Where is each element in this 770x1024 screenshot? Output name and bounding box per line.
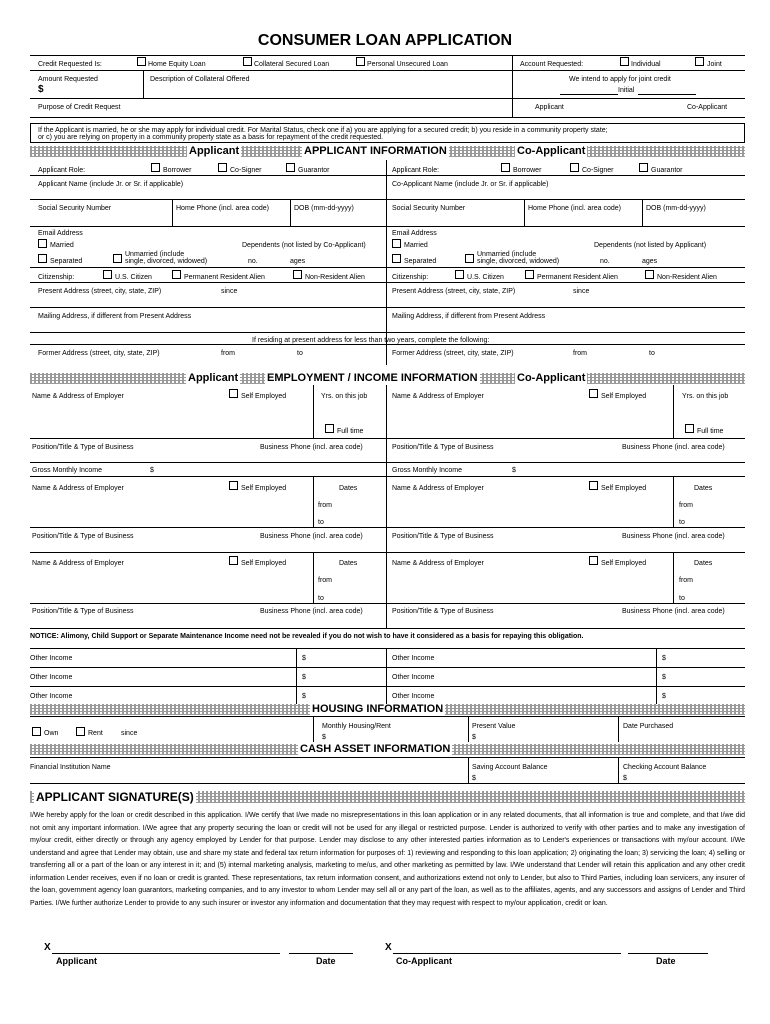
- business-phone-label: Business Phone (incl. area code): [260, 444, 363, 451]
- co-gross-monthly-label: Gross Monthly Income: [392, 467, 463, 474]
- divider: [30, 757, 745, 758]
- page-title: CONSUMER LOAN APPLICATION: [257, 32, 513, 49]
- co-self-employed-3-label: Self Employed: [601, 560, 647, 567]
- co-business-phone-3-label: Business Phone (incl. area code): [622, 608, 725, 615]
- permanent-resident-checkbox[interactable]: [172, 270, 181, 279]
- personal-unsecured-label: Personal Unsecured Loan: [367, 61, 448, 68]
- co-dates-2-label: Dates: [694, 485, 713, 492]
- amount-dollar: $: [38, 84, 44, 95]
- own-label: Own: [44, 730, 59, 737]
- co-home-phone-label: Home Phone (incl. area code): [528, 205, 621, 212]
- other-income-2-dollar: $: [302, 674, 306, 681]
- joint-checkbox[interactable]: [695, 57, 704, 66]
- date-purchased-label: Date Purchased: [623, 723, 674, 730]
- band-co-applicant: Co-Applicant: [517, 145, 586, 157]
- employer-label: Name & Address of Employer: [32, 393, 124, 400]
- position-2-label: Position/Title & Type of Business: [32, 533, 134, 540]
- divider: [30, 267, 745, 268]
- band-applicant: Applicant: [189, 145, 240, 157]
- amount-requested-label: Amount Requested: [38, 76, 98, 83]
- divider: [30, 552, 745, 553]
- co-former-address-to: to: [649, 350, 655, 357]
- divider: [30, 686, 745, 687]
- divider: [296, 648, 297, 704]
- co-signer-checkbox[interactable]: [218, 163, 227, 172]
- co-co-signer-label: Co-Signer: [582, 167, 614, 174]
- other-income-2-label: Other Income: [30, 674, 73, 681]
- housing-since: since: [121, 730, 138, 737]
- joint-label: Joint: [707, 61, 722, 68]
- full-time-checkbox[interactable]: [325, 424, 334, 433]
- co-self-employed-label: Self Employed: [601, 393, 647, 400]
- applicant-signature-x: X: [44, 942, 51, 953]
- co-unmarried-label-1: Unmarried (include: [477, 251, 537, 258]
- position-3-label: Position/Title & Type of Business: [32, 608, 134, 615]
- co-business-phone-label: Business Phone (incl. area code): [622, 444, 725, 451]
- dates-3-to: to: [318, 595, 324, 602]
- financial-institution-label: Financial Institution Name: [30, 764, 111, 771]
- divider: [468, 757, 469, 783]
- co-dates-2-to: to: [679, 519, 685, 526]
- co-other-income-3-label: Other Income: [392, 693, 435, 700]
- co-employer-3-label: Name & Address of Employer: [392, 560, 484, 567]
- co-present-address-since: since: [573, 288, 590, 295]
- present-address-label: Present Address (street, city, state, ZIP): [38, 288, 162, 295]
- column-divider: [386, 160, 387, 365]
- co-applicant-signature-line[interactable]: [393, 953, 621, 954]
- business-phone-3-label: Business Phone (incl. area code): [260, 608, 363, 615]
- guarantor-checkbox[interactable]: [286, 163, 295, 172]
- gross-monthly-label: Gross Monthly Income: [32, 467, 103, 474]
- borrower-label: Borrower: [163, 167, 192, 174]
- band-applicant-information: APPLICANT INFORMATION: [304, 145, 447, 157]
- collateral-secured-checkbox[interactable]: [243, 57, 252, 66]
- co-permanent-resident-label: Permanent Resident Alien: [537, 274, 618, 281]
- divider: [143, 70, 144, 98]
- divider: [30, 117, 745, 118]
- co-email-label: Email Address: [392, 230, 437, 237]
- initial-label: Initial: [618, 87, 635, 94]
- collateral-description-label: Description of Collateral Offered: [150, 76, 250, 83]
- position-label: Position/Title & Type of Business: [32, 444, 134, 451]
- non-resident-label: Non-Resident Alien: [305, 274, 365, 281]
- co-employer-2-label: Name & Address of Employer: [392, 485, 484, 492]
- rent-checkbox[interactable]: [76, 727, 85, 736]
- divider: [30, 175, 745, 176]
- column-divider: [386, 648, 387, 704]
- purpose-label: Purpose of Credit Request: [38, 104, 121, 111]
- former-address-label: Former Address (street, city, state, ZIP): [38, 350, 160, 357]
- self-employed-3-label: Self Employed: [241, 560, 287, 567]
- divider: [30, 438, 745, 439]
- co-other-income-2-dollar: $: [662, 674, 666, 681]
- co-full-time-label: Full time: [697, 428, 724, 435]
- divider: [30, 307, 745, 308]
- co-former-address-label: Former Address (street, city, state, ZIP): [392, 350, 514, 357]
- divider: [30, 226, 745, 227]
- self-employed-label: Self Employed: [241, 393, 287, 400]
- divider: [30, 55, 745, 56]
- present-value-dollar: $: [472, 734, 476, 741]
- co-dates-3-to: to: [679, 595, 685, 602]
- other-income-3-dollar: $: [302, 693, 306, 700]
- self-employed-3-checkbox[interactable]: [229, 556, 238, 565]
- co-applicant-role-label: Applicant Role:: [392, 167, 440, 174]
- divider: [30, 332, 745, 333]
- co-mailing-address-label: Mailing Address, if different from Present Address: [392, 313, 546, 320]
- co-non-resident-checkbox[interactable]: [645, 270, 654, 279]
- co-married-checkbox[interactable]: [392, 239, 401, 248]
- checking-balance-dollar: $: [623, 775, 627, 782]
- divider: [618, 757, 619, 783]
- co-yrs-on-job-label: Yrs. on this job: [682, 393, 729, 400]
- divider: [673, 385, 674, 438]
- co-dependents-ages: ages: [642, 258, 658, 265]
- home-phone-label: Home Phone (incl. area code): [176, 205, 269, 212]
- us-citizen-label: U.S. Citizen: [115, 274, 152, 281]
- band-applicant: Applicant: [188, 372, 239, 384]
- employer-2-label: Name & Address of Employer: [32, 485, 124, 492]
- co-signer-label: Co-Signer: [230, 167, 262, 174]
- co-other-income-1-label: Other Income: [392, 655, 435, 662]
- co-applicant-name-label: Co-Applicant Name (include Jr. or Sr. if applicable): [392, 181, 549, 188]
- checking-balance-label: Checking Account Balance: [623, 764, 707, 771]
- co-dob-label: DOB (mm-dd-yyyy): [646, 205, 706, 212]
- dates-3-label: Dates: [339, 560, 358, 567]
- co-present-address-label: Present Address (street, city, state, ZIP): [392, 288, 516, 295]
- co-co-signer-checkbox[interactable]: [570, 163, 579, 172]
- column-divider: [386, 385, 387, 628]
- divider: [172, 199, 173, 226]
- co-separated-checkbox[interactable]: [392, 254, 401, 263]
- business-phone-2-label: Business Phone (incl. area code): [260, 533, 363, 540]
- dates-2-from: from: [318, 502, 332, 509]
- dates-2-label: Dates: [339, 485, 358, 492]
- applicant-signature-label: Applicant: [56, 956, 98, 966]
- divider: [313, 385, 314, 438]
- band-cash-asset-information: CASH ASSET INFORMATION: [300, 743, 451, 755]
- alimony-notice: NOTICE: Alimony, Child Support or Separate Maintenance Income need not be revealed if you do not wish to have it considered as a basis for repaying this obligation.: [30, 633, 584, 640]
- co-applicant-date-line[interactable]: [628, 953, 708, 954]
- co-position-3-label: Position/Title & Type of Business: [392, 608, 494, 615]
- divider: [30, 527, 745, 528]
- ssn-label: Social Security Number: [38, 205, 112, 212]
- account-requested-label: Account Requested:: [520, 61, 584, 68]
- us-citizen-checkbox[interactable]: [103, 270, 112, 279]
- dependents-ages: ages: [290, 258, 306, 265]
- credit-requested-label: Credit Requested Is:: [38, 61, 102, 68]
- individual-label: Individual: [631, 61, 661, 68]
- co-other-income-3-dollar: $: [662, 693, 666, 700]
- joint-credit-intent: We intend to apply for joint credit: [569, 76, 671, 83]
- co-borrower-checkbox[interactable]: [501, 163, 510, 172]
- self-employed-checkbox[interactable]: [229, 389, 238, 398]
- divider: [313, 716, 314, 742]
- divider: [30, 783, 745, 784]
- applicant-signature-line[interactable]: [52, 953, 280, 954]
- band-co-applicant: Co-Applicant: [517, 372, 586, 384]
- full-time-label: Full time: [337, 428, 364, 435]
- co-separated-label: Separated: [404, 258, 437, 265]
- co-full-time-checkbox[interactable]: [685, 424, 694, 433]
- other-income-3-label: Other Income: [30, 693, 73, 700]
- divider: [30, 98, 745, 99]
- initial-line: [560, 94, 618, 95]
- co-guarantor-checkbox[interactable]: [639, 163, 648, 172]
- co-ssn-label: Social Security Number: [392, 205, 466, 212]
- dependents-label: Dependents (not listed by Co-Applicant): [242, 242, 366, 249]
- co-other-income-2-label: Other Income: [392, 674, 435, 681]
- dates-2-to: to: [318, 519, 324, 526]
- co-dates-2-from: from: [679, 502, 693, 509]
- home-equity-checkbox[interactable]: [137, 57, 146, 66]
- purpose-applicant: Applicant: [535, 104, 564, 111]
- other-income-1-dollar: $: [302, 655, 306, 662]
- band-applicant-signatures: APPLICANT SIGNATURE(S): [36, 790, 194, 804]
- unmarried-label-2: single, divorced, widowed): [125, 258, 208, 265]
- band-employment-information: EMPLOYMENT / INCOME INFORMATION: [267, 372, 478, 384]
- own-checkbox[interactable]: [32, 727, 41, 736]
- co-citizenship-label: Citizenship:: [392, 274, 429, 281]
- dependents-no: no.: [248, 258, 258, 265]
- personal-unsecured-checkbox[interactable]: [356, 57, 365, 66]
- divider: [30, 199, 745, 200]
- divider: [30, 628, 745, 629]
- non-resident-checkbox[interactable]: [293, 270, 302, 279]
- married-checkbox[interactable]: [38, 239, 47, 248]
- separated-label: Separated: [50, 258, 83, 265]
- divider: [618, 716, 619, 742]
- other-income-1-label: Other Income: [30, 655, 73, 662]
- co-dates-3-from: from: [679, 577, 693, 584]
- rent-label: Rent: [88, 730, 103, 737]
- divider: [642, 199, 643, 226]
- divider: [468, 716, 469, 742]
- divider: [30, 667, 745, 668]
- band-housing-information: HOUSING INFORMATION: [312, 703, 444, 715]
- co-former-address-from: from: [573, 350, 587, 357]
- unmarried-checkbox[interactable]: [113, 254, 122, 263]
- unmarried-label-1: Unmarried (include: [125, 251, 185, 258]
- individual-checkbox[interactable]: [620, 57, 629, 66]
- co-gross-monthly-dollar: $: [512, 467, 516, 474]
- email-label: Email Address: [38, 230, 83, 237]
- applicant-role-label: Applicant Role:: [38, 167, 86, 174]
- divider: [30, 462, 745, 463]
- former-address-from: from: [221, 350, 235, 357]
- co-borrower-label: Borrower: [513, 167, 542, 174]
- employer-3-label: Name & Address of Employer: [32, 560, 124, 567]
- saving-balance-label: Saving Account Balance: [472, 764, 548, 771]
- co-permanent-resident-checkbox[interactable]: [525, 270, 534, 279]
- co-non-resident-label: Non-Resident Alien: [657, 274, 717, 281]
- self-employed-2-checkbox[interactable]: [229, 481, 238, 490]
- divider: [30, 603, 745, 604]
- married-label: Married: [50, 242, 74, 249]
- collateral-secured-label: Collateral Secured Loan: [254, 61, 330, 68]
- self-employed-2-label: Self Employed: [241, 485, 287, 492]
- co-married-label: Married: [404, 242, 428, 249]
- applicant-date-label: Date: [316, 956, 336, 966]
- yrs-on-job-label: Yrs. on this job: [321, 393, 368, 400]
- divider: [30, 476, 745, 477]
- co-employer-label: Name & Address of Employer: [392, 393, 484, 400]
- co-self-employed-3-checkbox[interactable]: [589, 556, 598, 565]
- divider: [313, 552, 314, 603]
- citizenship-label: Citizenship:: [38, 274, 75, 281]
- initial-line: [638, 94, 696, 95]
- divider: [673, 552, 674, 603]
- monthly-housing-dollar: $: [322, 734, 326, 741]
- authorization-paragraph: I/We hereby apply for the loan or credit described in this application. I/We certify that I/we made no misrepresentations in this loan application or in any related documents, that all information is true and complete, and that I/we did not omit any important information. I/We agree that any property securing the loan or credit will not be used for any illegal or restricted purpose. Lender is authorized to verify with other parties and to make any investigation of my/our credit, either directly or through any agency employed by Lender for that purpose. Lender may disclose to any other interested parties information as to Lender's experiences or transactions with my/our account. I/We understand and agree that Lender may obtain, use and share my state and federal tax return information for purposes of: 1) reviewing and responding to this loan application; 2) originating the loan; 3) servicing the loan; 4) selling or transferring all or a part of the loan or any interest in it; and (5) internal marketing analysis, marketing to me/us, and other marketing as permitted by law. I/We understand that Lender will retain this application and any other credit information Lender receives, even if no loan or credit is granted. These representations, tax return information consent, and authorizations extend not only to Lender, but also to Third Parties, including loan servicers, any insurer of the loan, government agency loan guarantors, marketing companies, and to any investor to whom Lender may sell all or any part of the loan, as well as to the affiliates, agents, and any successors and assigns of Lender and Third Parties. I/We further authorize Lender to provide to any such insurer or investor any information and documentation that they may request with respect to my/our application, credit or loan.: [30, 812, 745, 907]
- co-applicant-signature-x: X: [385, 942, 392, 953]
- co-unmarried-checkbox[interactable]: [465, 254, 474, 263]
- co-position-label: Position/Title & Type of Business: [392, 444, 494, 451]
- monthly-housing-label: Monthly Housing/Rent: [322, 723, 391, 730]
- applicant-name-label: Applicant Name (include Jr. or Sr. if applicable): [38, 181, 184, 188]
- saving-balance-dollar: $: [472, 775, 476, 782]
- co-other-income-1-dollar: $: [662, 655, 666, 662]
- divider: [313, 476, 314, 527]
- co-dependents-label: Dependents (not listed by Applicant): [594, 242, 707, 249]
- co-dates-3-label: Dates: [694, 560, 713, 567]
- guarantor-label: Guarantor: [298, 167, 330, 174]
- divider: [524, 199, 525, 226]
- co-dependents-no: no.: [600, 258, 610, 265]
- co-self-employed-2-label: Self Employed: [601, 485, 647, 492]
- divider: [30, 648, 745, 649]
- mailing-address-label: Mailing Address, if different from Present Address: [38, 313, 192, 320]
- co-us-citizen-label: U.S. Citizen: [467, 274, 504, 281]
- co-guarantor-label: Guarantor: [651, 167, 683, 174]
- borrower-checkbox[interactable]: [151, 163, 160, 172]
- co-us-citizen-checkbox[interactable]: [455, 270, 464, 279]
- co-unmarried-label-2: single, divorced, widowed): [477, 258, 560, 265]
- divider: [30, 70, 745, 71]
- dates-3-from: from: [318, 577, 332, 584]
- co-position-2-label: Position/Title & Type of Business: [392, 533, 494, 540]
- purpose-co-applicant: Co-Applicant: [687, 104, 728, 111]
- divider: [30, 282, 745, 283]
- marital-notice-line2: or c) you are relying on property in a community property state as a basis for repayment of the credit requested.: [38, 134, 384, 141]
- divider: [290, 199, 291, 226]
- present-address-since: since: [221, 288, 238, 295]
- divider: [30, 344, 745, 345]
- former-address-to: to: [297, 350, 303, 357]
- divider: [656, 648, 657, 704]
- permanent-resident-label: Permanent Resident Alien: [184, 274, 265, 281]
- co-applicant-signature-label: Co-Applicant: [396, 956, 452, 966]
- divider: [512, 55, 513, 117]
- gross-monthly-dollar: $: [150, 467, 154, 474]
- divider: [30, 716, 745, 717]
- dob-label: DOB (mm-dd-yyyy): [294, 205, 354, 212]
- co-self-employed-checkbox[interactable]: [589, 389, 598, 398]
- divider: [673, 476, 674, 527]
- separated-checkbox[interactable]: [38, 254, 47, 263]
- marital-notice-line1: If the Applicant is married, he or she may apply for individual credit. For Marital Status, check one if a) you are applying for a secured credit; b) you reside in a community property state;: [38, 127, 608, 134]
- former-address-notice: If residing at present address for less than two years, complete the following:: [252, 337, 490, 344]
- applicant-date-line[interactable]: [289, 953, 353, 954]
- co-self-employed-2-checkbox[interactable]: [589, 481, 598, 490]
- home-equity-label: Home Equity Loan: [148, 61, 206, 68]
- present-value-label: Present Value: [472, 723, 516, 730]
- co-applicant-date-label: Date: [656, 956, 676, 966]
- co-business-phone-2-label: Business Phone (incl. area code): [622, 533, 725, 540]
